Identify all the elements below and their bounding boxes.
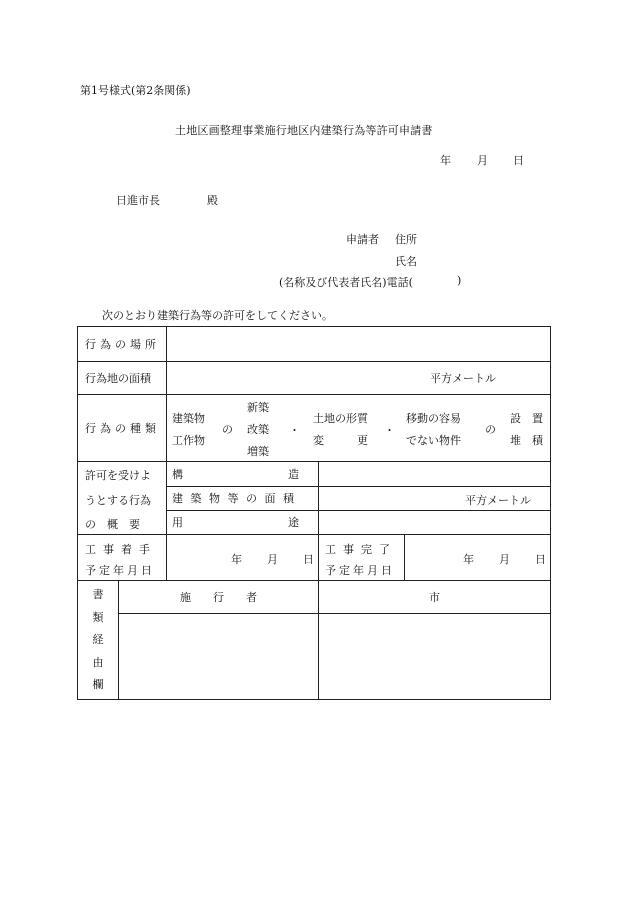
form-title: 土地区画整理事業施行地区内建築行為等許可申請書 (175, 124, 433, 137)
phone-label: (名称及び代表者氏名)電話( (279, 276, 413, 289)
area-label: 行為地の面積 (85, 371, 151, 385)
overview-label-3: の 概 要 (85, 518, 140, 531)
application-table (77, 326, 551, 700)
operator-field[interactable] (119, 614, 318, 699)
kind-not-easy: でない物件 (406, 434, 461, 447)
name-label: 氏名 (395, 255, 417, 268)
city-header: 市 (429, 590, 440, 604)
use-field[interactable] (319, 511, 550, 534)
finish-day: 日 (535, 553, 546, 566)
kind-no-2: の (485, 423, 496, 436)
kind-no: の (222, 423, 233, 436)
start-month: 月 (267, 553, 278, 566)
overview-label-1: 許可を受けよ (85, 469, 151, 482)
addressee: 日進市長 (116, 194, 160, 207)
kind-movable: 移動の容易 (406, 412, 461, 425)
floor-area-label: 建築物等の面積 (172, 492, 302, 505)
finish-month: 月 (499, 553, 510, 566)
kind-pile: 堆 積 (510, 434, 543, 447)
place-field[interactable] (167, 327, 550, 361)
finish-year: 年 (463, 553, 474, 566)
kind-label: 行為の種類 (85, 421, 160, 435)
applicant-label: 申請者 (346, 233, 379, 246)
form-number: 第1号様式(第2条関係) (80, 84, 191, 97)
address-label: 住所 (395, 233, 417, 246)
kind-building: 建築物 (172, 412, 205, 425)
kind-land-shape: 土地の形質 (313, 412, 368, 425)
kind-extend: 増築 (247, 445, 269, 458)
kind-renovate: 改築 (247, 423, 269, 436)
structure-field[interactable] (319, 462, 550, 486)
finish-label-1: 工事完了 (325, 543, 397, 556)
start-day: 日 (303, 553, 314, 566)
date-month: 月 (477, 154, 488, 167)
finish-label-2: 予定年月日 (325, 564, 395, 577)
start-year: 年 (231, 553, 242, 566)
start-label-2: 予定年月日 (85, 564, 155, 577)
overview-label-2: うとする行為 (85, 494, 151, 507)
kind-structure: 工作物 (172, 434, 205, 447)
operator-header: 施 行 者 (180, 590, 257, 604)
area-unit: 平方メートル (430, 372, 496, 385)
city-field[interactable] (319, 614, 550, 699)
floor-area-unit: 平方メートル (465, 494, 531, 507)
structure-label: 構造 (172, 467, 404, 481)
kind-separator-2: ・ (384, 424, 395, 437)
routing-label: 書 類 経 由 欄 (92, 588, 104, 691)
place-label: 行為の場所 (85, 337, 160, 351)
kind-install: 設 置 (510, 412, 543, 425)
phone-close: ) (457, 274, 462, 287)
honorific: 殿 (207, 194, 218, 207)
date-day: 日 (513, 154, 524, 167)
kind-separator: ・ (289, 424, 300, 437)
kind-change: 変 更 (313, 434, 368, 447)
date-year: 年 (440, 154, 451, 167)
kind-new: 新築 (247, 401, 269, 414)
use-label: 用途 (172, 516, 404, 529)
start-label-1: 工事着手 (85, 543, 157, 556)
intro-text: 次のとおり建築行為等の許可をしてください。 (102, 309, 333, 322)
